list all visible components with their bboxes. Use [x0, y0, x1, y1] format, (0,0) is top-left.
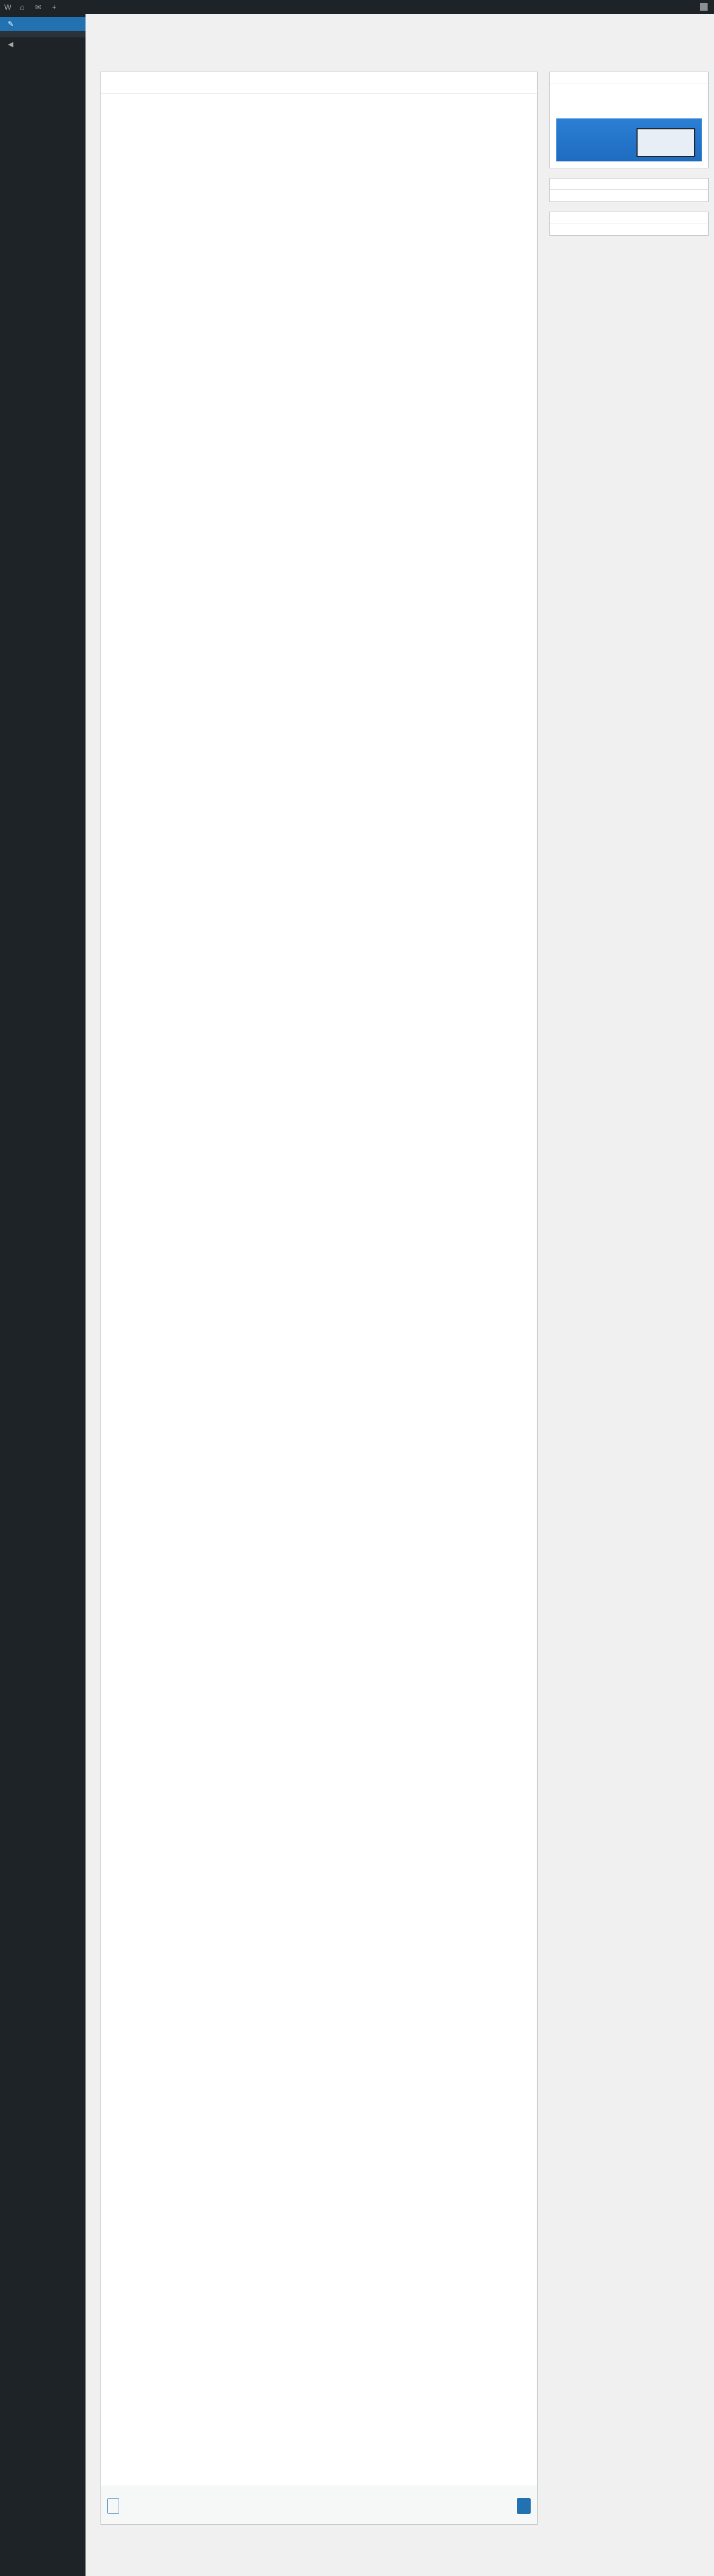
menu-item-appearance[interactable]: [0, 17, 86, 31]
forum-text: [550, 190, 708, 201]
new-content-link[interactable]: [48, 0, 63, 14]
forum-title: [550, 179, 708, 190]
devices-illustration: [637, 128, 695, 157]
home-icon: ⌂: [20, 3, 25, 11]
comments-link[interactable]: [31, 0, 48, 14]
comment-icon: ✉: [35, 2, 42, 11]
admin-menu: [0, 14, 86, 2576]
our-themes-box: [549, 72, 709, 168]
options-sidebar: [549, 72, 709, 245]
documentation-text: [550, 223, 708, 235]
documentation-box: [549, 212, 709, 236]
brush-icon: ✎: [7, 20, 14, 28]
panel-title: [101, 72, 537, 94]
plus-icon: +: [52, 3, 57, 11]
collapse-icon: ◀: [8, 40, 13, 48]
wordpress-logo-icon[interactable]: W: [4, 3, 12, 11]
admin-bar: [0, 0, 714, 14]
themes-ad-banner[interactable]: [556, 90, 702, 161]
account-menu[interactable]: [697, 3, 714, 11]
our-themes-title: [550, 72, 708, 83]
forum-box: [549, 178, 709, 202]
panel-footer: [101, 2486, 537, 2524]
save-options-button[interactable]: [517, 2498, 531, 2514]
avatar: [700, 3, 708, 11]
shortcodes-panel: [100, 72, 538, 2525]
site-name-link[interactable]: [15, 0, 30, 14]
appearance-submenu: [0, 31, 86, 37]
restore-defaults-button[interactable]: [107, 2498, 119, 2514]
documentation-title: [550, 212, 708, 223]
collapse-menu-button[interactable]: [0, 37, 86, 51]
